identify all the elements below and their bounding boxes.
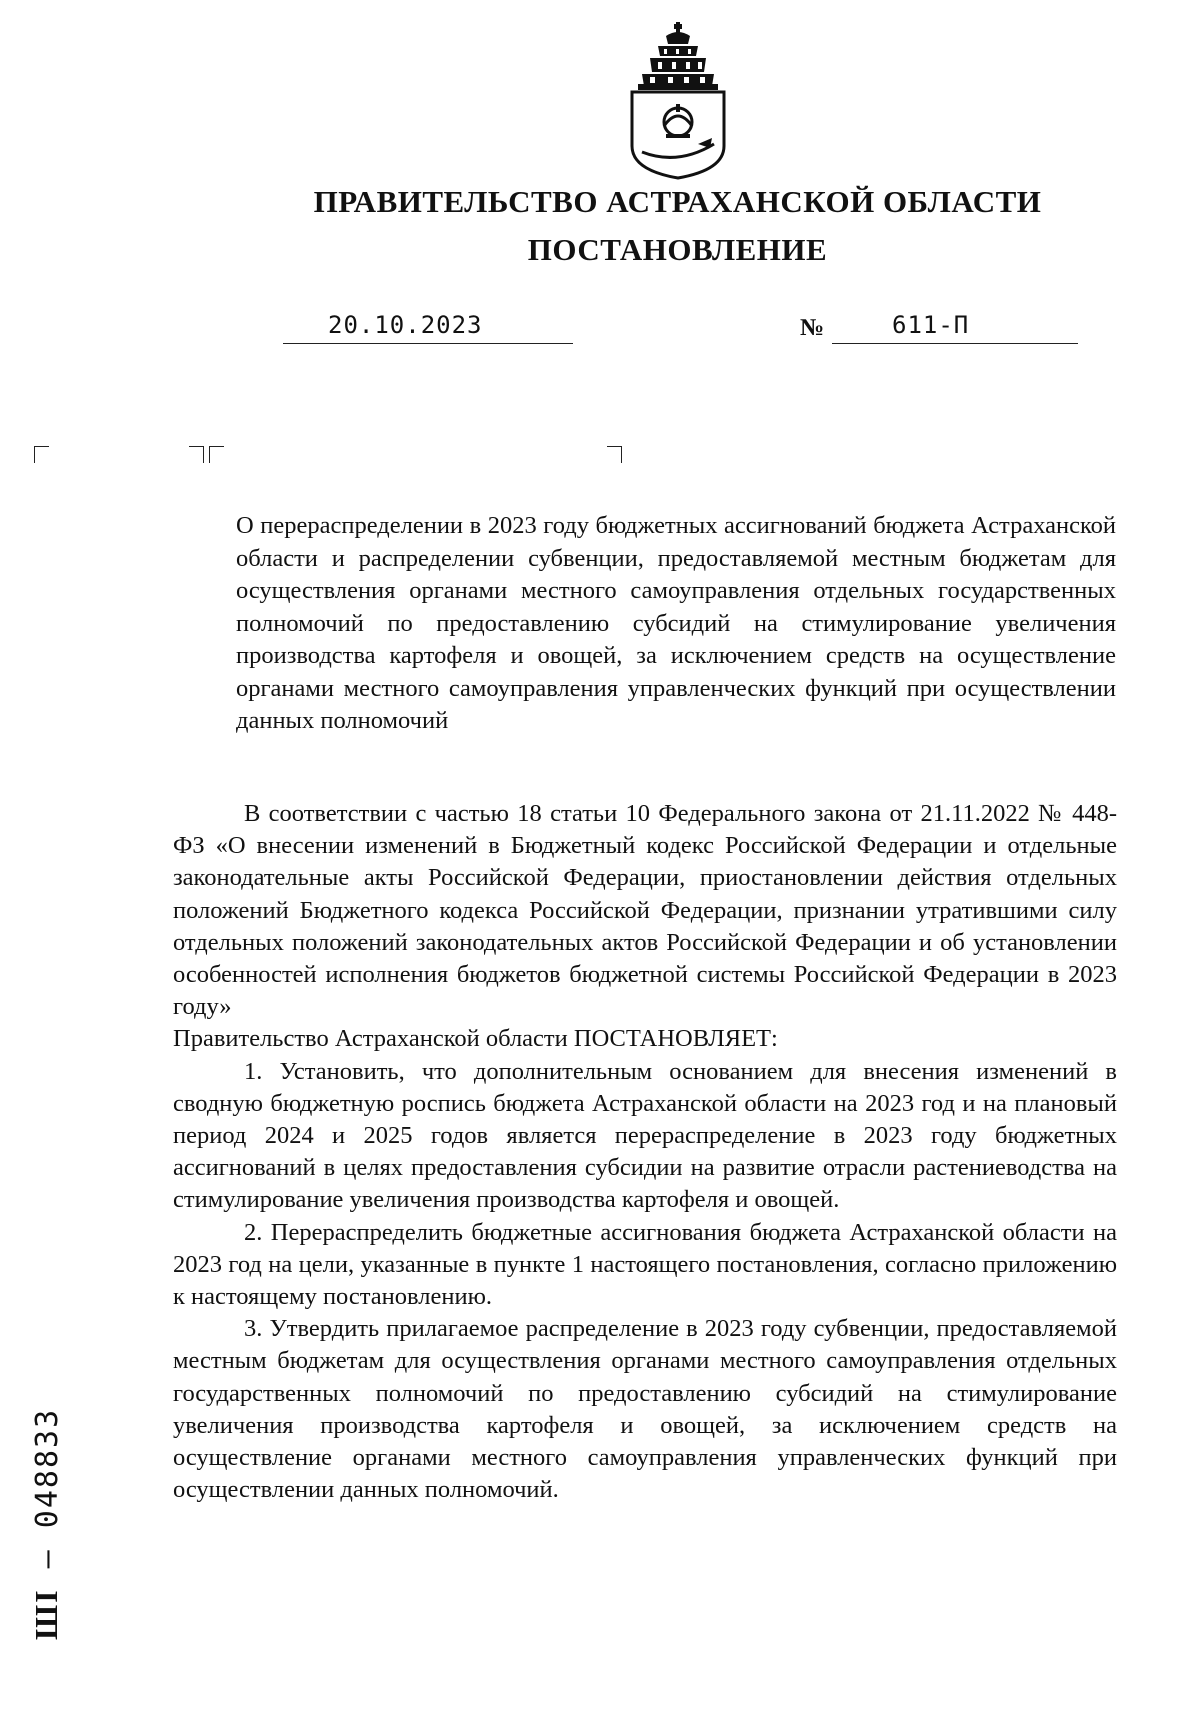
- serial-number: – 048833: [30, 1407, 65, 1569]
- document-subject: О перераспределении в 2023 году бюджетных ассигнований бюджета Астраханской области и распределении субвенции, предоставляемой местным бюджетам для осуществления органами местного самоуправления отдельных государственных полномочий по предоставлению субсидий на стимулирование увеличения производства картофеля и овощей, за исключением средств на осуществление органами местного самоуправления управленческих функций при осуществлении данных полномочий: [236, 512, 1116, 734]
- form-serial-number: [28, 1408, 65, 1640]
- organization-title: ПРАВИТЕЛЬСТВО АСТРАХАНСКОЙ ОБЛАСТИ: [313, 184, 1042, 219]
- serial-prefix: ШІ: [28, 1588, 64, 1640]
- preamble-paragraph: В соответствии с частью 18 статьи 10 Федерального закона от 21.11.2022 № 448-ФЗ «О внесении изменений в Бюджетный кодекс Российской Федерации и отдельные законодательные акты Российской Федерации, приостановлении действия отдельных положений Бюджетного кодекса Российской Федерации, признании утратившими силу отдельных положений законодательных актов Российской Федерации и об установлении особенностей исполнения бюджетов бюджетной системы Российской Федерации в 2023 году»: [173, 800, 1117, 1021]
- item-3-paragraph: 3. Утвердить прилагаемое распределение в 2023 году субвенции, предоставляемой местным бюджетам для осуществления органами местного самоуправления отдельных государственных полномочий по предоставлению субсидий на стимулирование увеличения производства картофеля и овощей, за исключением средств на осуществление органами местного самоуправления управленческих функций при осуществлении данных полномочий.: [173, 1315, 1117, 1504]
- item-2-paragraph: 2. Перераспределить бюджетные ассигнования бюджета Астраханской области на 2023 год на цели, указанные в пункте 1 настоящего постановления, согласно приложению к настоящему постановлению.: [173, 1218, 1117, 1311]
- number-field: [832, 311, 1078, 344]
- document-date: 20.10.2023: [328, 311, 483, 339]
- resolves-paragraph: Правительство Астраханской области ПОСТАНОВЛЯЕТ:: [173, 1025, 778, 1053]
- corner-mark-top-right: [607, 446, 622, 463]
- item-1-paragraph: 1. Установить, что дополнительным основанием для внесения изменений в сводную бюджетную роспись бюджета Астраханской области на 2023 год и на плановый период 2024 и 2025 годов является перераспределение в 2023 году бюджетных ассигнований в целях предоставления субсидии на развитие отрасли растениеводства на стимулирование увеличения производства картофеля и овощей.: [173, 1057, 1117, 1214]
- corner-mark-top-left-inner: [209, 446, 224, 463]
- document-body: [173, 798, 1117, 1506]
- document-number: 611-П: [892, 311, 970, 339]
- document-type-title: ПОСТАНОВЛЕНИЕ: [527, 232, 828, 267]
- number-sign: №: [800, 315, 825, 341]
- corner-mark-top-left: [34, 446, 49, 463]
- corner-mark-top-right-inner: [189, 446, 204, 463]
- coat-of-arms-emblem: [628, 22, 728, 180]
- date-field: [283, 311, 573, 344]
